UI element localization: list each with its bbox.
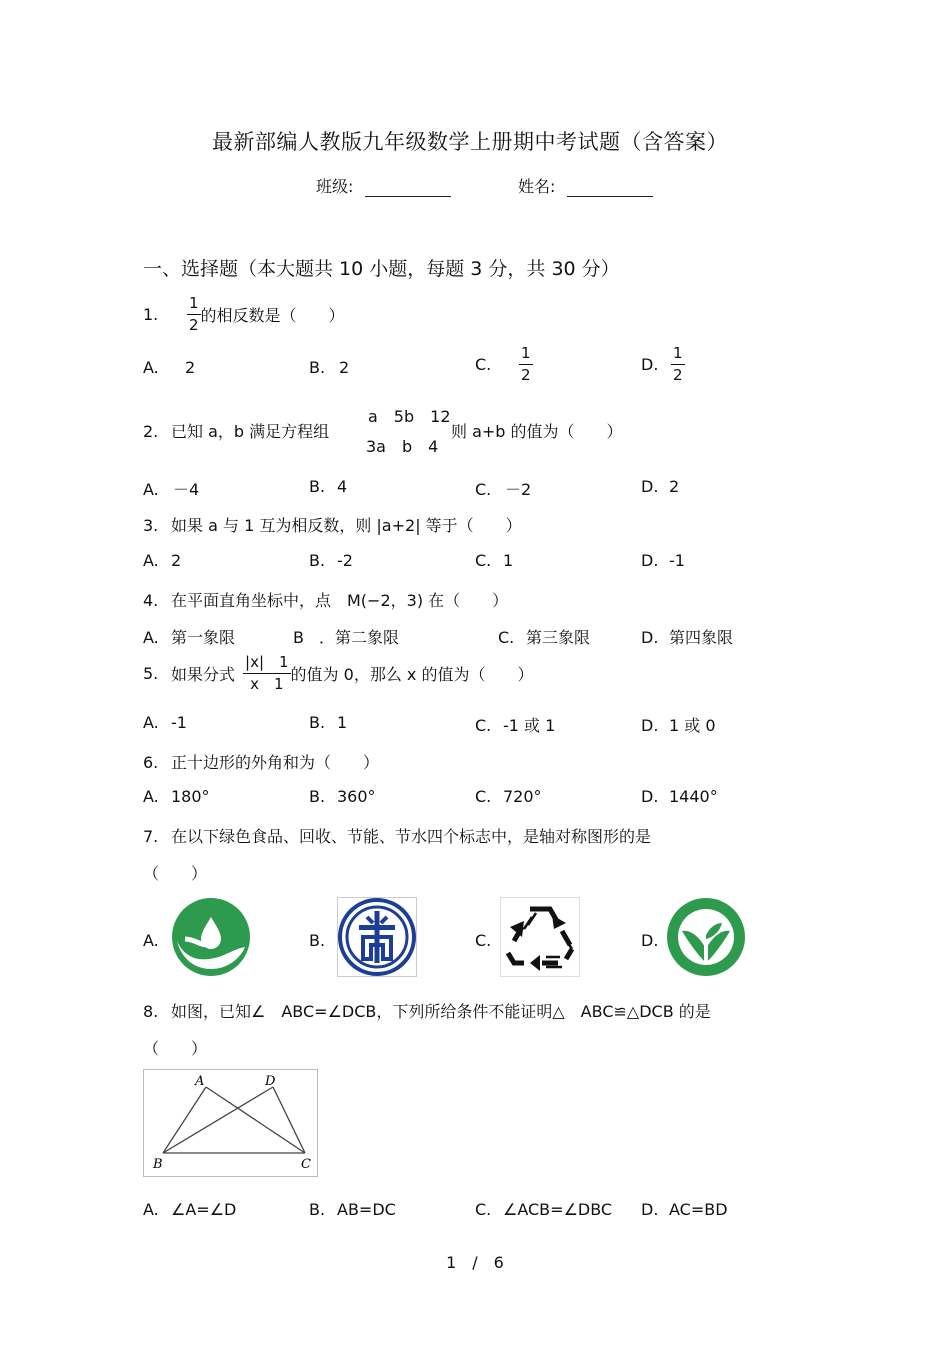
option-d-label[interactable]: D. bbox=[641, 931, 659, 950]
question-5: 5. 如果分式 $\frac{|x| 1}{x 1}$ 的值为 0，那么 x 的值为（ ） bbox=[143, 653, 534, 693]
option-c[interactable]: C. 1 bbox=[475, 551, 514, 570]
option-c[interactable]: C. －2 bbox=[475, 480, 532, 499]
fraction: $\frac{1}{2}$ bbox=[189, 294, 199, 334]
option-c[interactable]: C. 第三象限 bbox=[498, 628, 591, 647]
option-d[interactable]: D. 2 bbox=[641, 477, 680, 496]
energy-saving-logo-icon[interactable] bbox=[337, 897, 417, 977]
option-d[interactable]: D. $\frac{1}{2}$ bbox=[641, 344, 683, 384]
option-d[interactable]: D. 第四象限 bbox=[641, 628, 734, 647]
option-a[interactable]: A. 第一象限 bbox=[143, 628, 236, 647]
water-saving-logo-icon[interactable] bbox=[171, 897, 251, 977]
option-d[interactable]: D. AC=BD bbox=[641, 1200, 728, 1219]
question-3: 3. 如果 a 与 1 互为相反数，则 |a+2| 等于（ ） bbox=[143, 516, 522, 535]
option-a-label[interactable]: A. bbox=[143, 931, 159, 950]
option-a[interactable]: A. -1 bbox=[143, 713, 187, 732]
option-c[interactable]: C. 720° bbox=[475, 787, 542, 806]
vertex-d-label: D bbox=[265, 1074, 276, 1089]
name-label: 姓名: bbox=[518, 177, 556, 196]
page-number: 1 / 6 bbox=[446, 1253, 504, 1272]
option-b[interactable]: B ．第二象限 bbox=[293, 628, 400, 647]
option-b-label[interactable]: B. bbox=[309, 931, 326, 950]
question-2: 2. 已知 a，b 满足方程组 bbox=[143, 422, 330, 441]
question-number: 1. bbox=[143, 305, 159, 324]
option-d[interactable]: D. 1 或 0 bbox=[641, 716, 716, 735]
question-text: 则 a+b 的值为（ ） bbox=[451, 422, 623, 441]
vertex-b-label: B bbox=[153, 1157, 163, 1172]
page-title: 最新部编人教版九年级数学上册期中考试题（含答案） bbox=[212, 130, 728, 154]
option-a[interactable]: A. －4 bbox=[143, 480, 200, 499]
recycle-logo-icon[interactable] bbox=[500, 897, 580, 977]
option-c[interactable]: C. ∠ACB=∠DBC bbox=[475, 1200, 613, 1219]
equation-1: a 5b 12 bbox=[368, 407, 451, 426]
question-4: 4. 在平面直角坐标中，点 M(−2，3) 在（ ） bbox=[143, 591, 509, 610]
option-d[interactable]: D. 1440° bbox=[641, 787, 718, 806]
option-b[interactable]: B. 360° bbox=[309, 787, 376, 806]
option-b[interactable]: B. AB=DC bbox=[309, 1200, 396, 1219]
option-a[interactable]: A. 180° bbox=[143, 787, 210, 806]
class-label: 班级: bbox=[316, 177, 354, 196]
class-field bbox=[316, 174, 451, 197]
option-b[interactable]: B. 4 bbox=[309, 477, 348, 496]
option-a[interactable]: A. 2 bbox=[143, 551, 182, 570]
option-c[interactable]: C. $\frac{1}{2}$ bbox=[475, 344, 531, 384]
fraction: $\frac{|x| 1}{x 1}$ bbox=[245, 653, 289, 693]
vertex-a-label: A bbox=[195, 1074, 205, 1089]
answer-paren: （ ） bbox=[143, 864, 208, 883]
answer-paren: （ ） bbox=[143, 1039, 208, 1058]
name-blank[interactable] bbox=[567, 178, 653, 197]
option-c[interactable]: C. -1 或 1 bbox=[475, 716, 556, 735]
question-1 bbox=[143, 296, 345, 333]
equation-2: 3a b 4 bbox=[366, 437, 439, 456]
option-d[interactable]: D. -1 bbox=[641, 551, 685, 570]
green-food-logo-icon[interactable] bbox=[666, 897, 746, 977]
option-b[interactable]: B. 2 bbox=[309, 358, 350, 377]
option-b[interactable]: B. 1 bbox=[309, 713, 348, 732]
question-8: 8. 如图，已知∠ ABC=∠DCB，下列所给条件不能证明△ ABC≌△DCB 的是 bbox=[143, 1002, 711, 1021]
option-b[interactable]: B. -2 bbox=[309, 551, 353, 570]
class-blank[interactable] bbox=[365, 178, 451, 197]
fraction: $\frac{1}{2}$ bbox=[521, 344, 531, 384]
question-text: 的相反数是（ ） bbox=[200, 306, 345, 325]
triangle-figure bbox=[143, 1069, 318, 1177]
option-a[interactable]: A. ∠A=∠D bbox=[143, 1200, 237, 1219]
vertex-c-label: C bbox=[301, 1157, 311, 1172]
option-a[interactable]: A. 2 bbox=[143, 358, 196, 377]
question-6: 6. 正十边形的外角和为（ ） bbox=[143, 753, 380, 772]
option-c-label[interactable]: C. bbox=[475, 931, 492, 950]
name-field bbox=[518, 174, 653, 197]
fraction: $\frac{1}{2}$ bbox=[673, 344, 683, 384]
section-heading: 一、选择题（本大题共 10 小题，每题 3 分，共 30 分） bbox=[143, 258, 620, 280]
question-7: 7. 在以下绿色食品、回收、节能、节水四个标志中，是轴对称图形的是 bbox=[143, 827, 652, 846]
